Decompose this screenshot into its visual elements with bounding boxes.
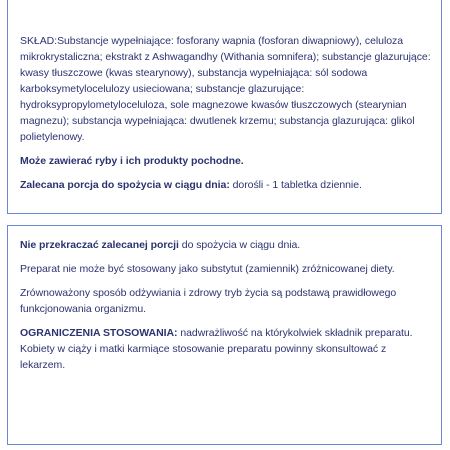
dose-label: Zalecana porcja do spożycia w ciągu dnia: <box>20 179 230 191</box>
restrictions-paragraph <box>20 325 431 373</box>
restrictions-label: OGRANICZENIA STOSOWANIA: <box>20 327 178 339</box>
substitute-note: Preparat nie może być stosowany jako substytut (zamiennik) zróżnicowanej diety. <box>20 263 395 275</box>
warning-bold: Nie przekraczać zalecanej porcji <box>20 239 179 251</box>
allergen-note-text: Może zawierać ryby i ich produkty pochodne. <box>20 155 244 167</box>
warning-paragraph <box>20 237 431 253</box>
warnings-panel <box>7 225 442 445</box>
composition-paragraph <box>20 33 431 145</box>
composition-label: SKŁAD: <box>20 35 58 47</box>
warning-text: do spożycia w ciągu dnia. <box>178 239 301 251</box>
composition-text: Substancje wypełniające: fosforany wapnia (fosforan diwapniowy), celuloza mikrokrystaliczna; ekstrakt z Ashwagandhy (Withania somnifera); substancje glazurujące: kwasy tłuszczowe (kwas stearynowy), substancja wypełniająca: sól sodowa karboksymetylocelulozy usieciowana; substancje glazurujące: hydroksypropylometyloceluloza, sole magnezowe kwasów tłuszczowych (stearynian magnezu); substancja wypełniająca: dwutlenek krzemu; substancja glazurująca: glikol polietylenowy. <box>20 35 431 143</box>
composition-panel <box>7 0 442 214</box>
dose-text: dorośli - 1 tabletka dziennie. <box>229 179 362 191</box>
dose-paragraph <box>20 177 431 193</box>
restrictions-text: nadwrażliwość na którykolwiek składnik preparatu. Kobiety w ciąży i matki karmiące stosowanie preparatu powinny skonsultować z lekarzem. <box>20 327 413 371</box>
allergen-note <box>20 153 431 169</box>
lifestyle-note: Zrównoważony sposób odżywiania i zdrowy tryb życia są podstawą prawidłowego funkcjonowania organizmu. <box>20 287 397 315</box>
